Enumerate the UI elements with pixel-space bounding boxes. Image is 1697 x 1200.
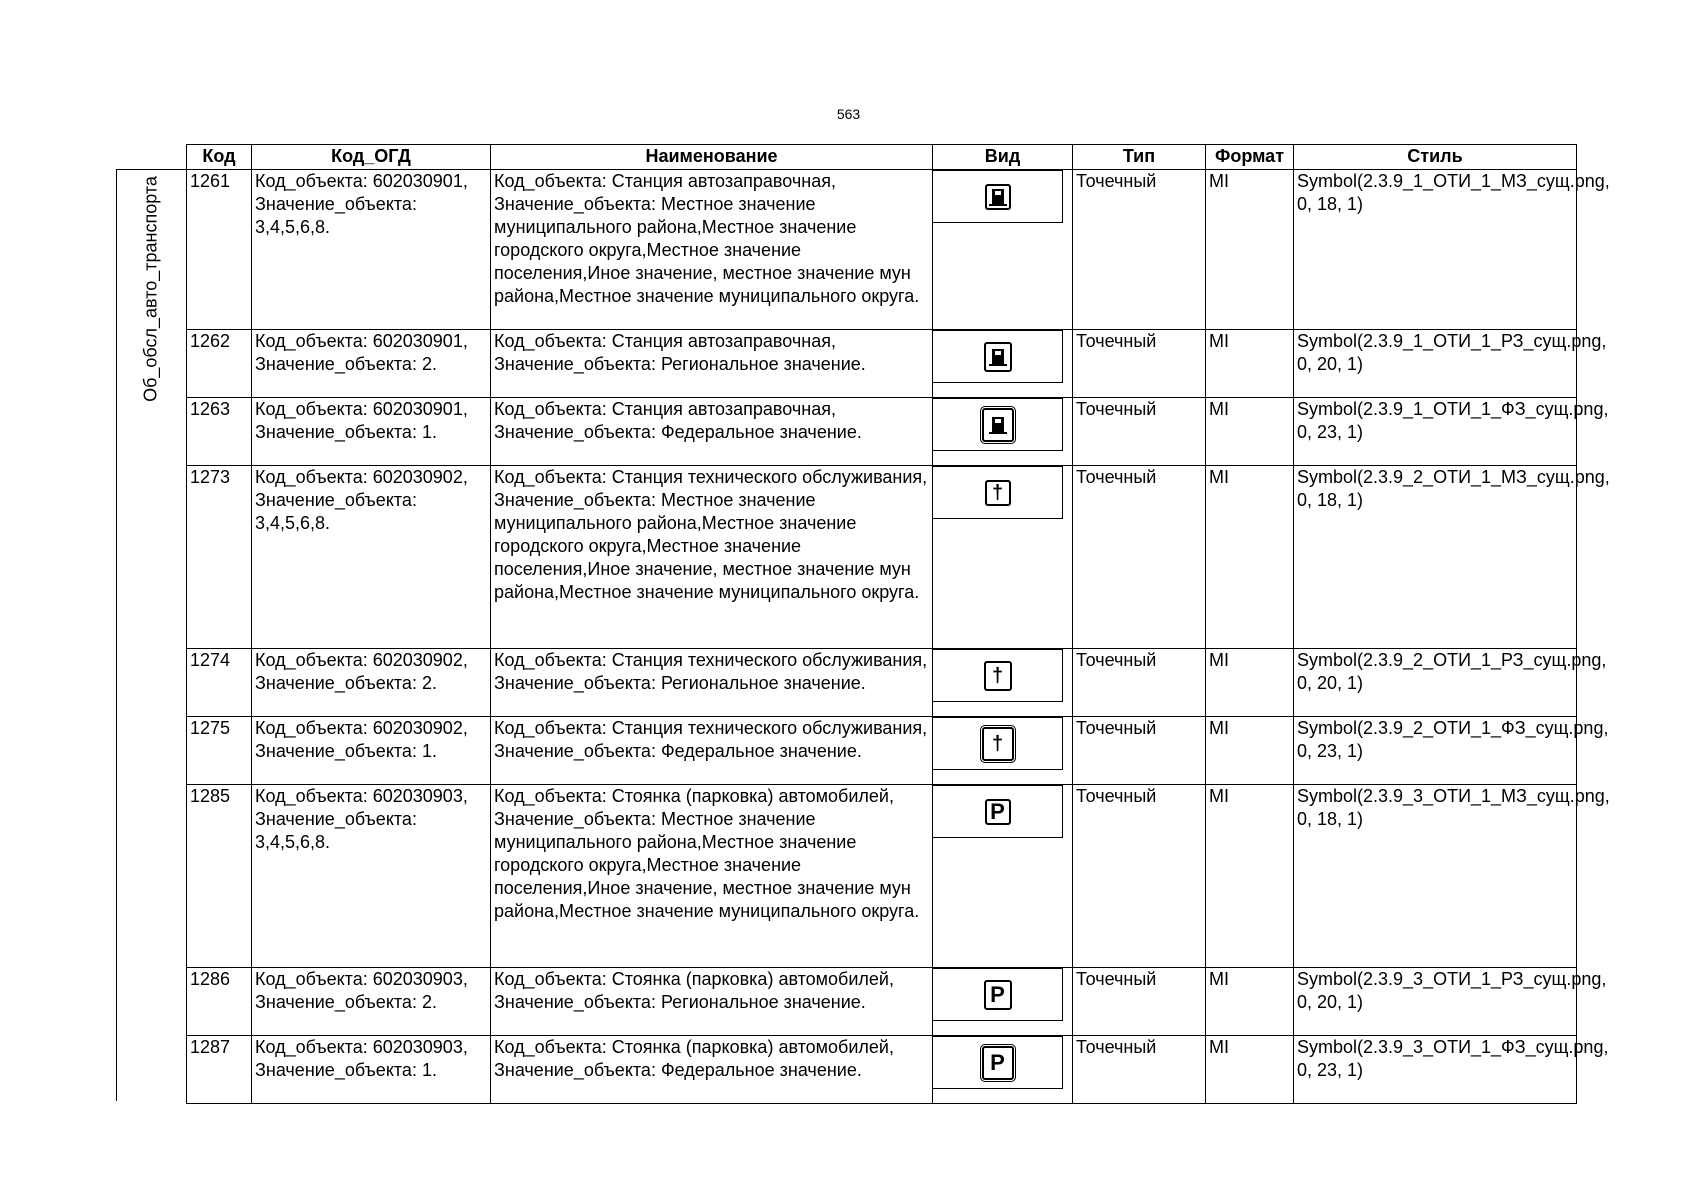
cell-name — [491, 330, 933, 398]
cell-code-text: 1263 — [190, 399, 231, 419]
cell-view — [933, 968, 1073, 1036]
cell-ogd — [252, 717, 491, 785]
page-number: 563 — [836, 106, 861, 122]
cell-code-text: 1275 — [190, 718, 231, 738]
column-header-type: Тип — [1073, 145, 1206, 170]
cell-ogd-text: Код_объекта: 602030903, Значение_объекта: 1. — [255, 1037, 468, 1080]
cell-style — [1294, 398, 1609, 466]
cell-type — [1073, 649, 1206, 717]
cell-name-text: Код_объекта: Стоянка (парковка) автомобилей, Значение_объекта: Региональное значение. — [494, 969, 894, 1012]
cell-style-text: Symbol(2.3.9_2_ОТИ_1_РЗ_сущ.png, 0, 20, 1) — [1297, 650, 1607, 693]
cell-format — [1206, 398, 1294, 466]
cell-code — [187, 968, 252, 1036]
table-row — [187, 785, 1577, 968]
symbol-frame — [933, 170, 1063, 223]
cell-code — [187, 330, 252, 398]
cell-name — [491, 717, 933, 785]
symbol-frame — [933, 649, 1063, 702]
table-row — [187, 466, 1577, 649]
cell-format — [1206, 968, 1294, 1036]
cell-ogd-text: Код_объекта: 602030901, Значение_объекта: 1. — [255, 399, 468, 442]
symbol-frame — [933, 466, 1063, 519]
cell-ogd — [252, 968, 491, 1036]
table-row — [187, 1036, 1577, 1104]
cell-name-text: Код_объекта: Стоянка (парковка) автомобилей, Значение_объекта: Федеральное значение. — [494, 1037, 894, 1080]
cell-code-text: 1285 — [190, 786, 231, 806]
cell-style — [1294, 466, 1610, 649]
cell-name-text: Код_объекта: Стоянка (парковка) автомобилей, Значение_объекта: Местное значение муниципального района,Местное значение городского округа,Местное значение поселения,Иное значение, местное значение мун района,Местное значение муниципального округа. — [494, 786, 920, 921]
table-row — [187, 649, 1577, 717]
cell-style-text: Symbol(2.3.9_1_ОТИ_1_РЗ_сущ.png, 0, 20, 1) — [1297, 331, 1607, 374]
cell-view — [933, 649, 1073, 717]
cell-format — [1206, 717, 1294, 785]
cell-ogd — [252, 170, 491, 330]
cell-name-text: Код_объекта: Станция автозаправочная, Значение_объекта: Местное значение муниципального района,Местное значение городского округа,Местное значение поселения,Иное значение, местное значение мун района,Местное значение муниципального округа. — [494, 171, 920, 306]
cell-type — [1073, 717, 1206, 785]
column-header-format: Формат — [1206, 145, 1294, 170]
cell-type-text: Точечный — [1076, 786, 1157, 806]
cell-view — [933, 1036, 1073, 1104]
cell-type-text: Точечный — [1076, 467, 1157, 487]
cell-ogd — [252, 1036, 491, 1104]
cell-code — [187, 649, 252, 717]
cell-style — [1294, 649, 1607, 717]
cell-style-text: Symbol(2.3.9_3_ОТИ_1_ФЗ_сущ.png, 0, 23, 1) — [1297, 1037, 1609, 1080]
cell-style-text: Symbol(2.3.9_1_ОТИ_1_МЗ_сущ.png, 0, 18, 1) — [1297, 171, 1610, 214]
cell-ogd — [252, 785, 491, 968]
cell-type — [1073, 466, 1206, 649]
cell-type — [1073, 170, 1206, 330]
cell-format-text: MI — [1209, 650, 1229, 670]
cell-name — [491, 785, 933, 968]
cell-format-text: MI — [1209, 1037, 1229, 1057]
cell-format-text: MI — [1209, 171, 1229, 191]
cell-format — [1206, 785, 1294, 968]
cell-code — [187, 466, 252, 649]
cell-ogd-text: Код_объекта: 602030903, Значение_объекта: 3,4,5,6,8. — [255, 786, 468, 852]
cell-name-text: Код_объекта: Станция технического обслуживания, Значение_объекта: Федеральное значение. — [494, 718, 928, 761]
cell-view — [933, 466, 1073, 649]
cell-code — [187, 1036, 252, 1104]
fuel-station-icon — [984, 342, 1012, 372]
table-row — [187, 330, 1577, 398]
service-station-icon: † — [985, 480, 1011, 506]
cell-ogd — [252, 466, 491, 649]
cell-ogd-text: Код_объекта: 602030903, Значение_объекта: 2. — [255, 969, 468, 1012]
symbol-frame — [933, 717, 1063, 770]
cell-view — [933, 785, 1073, 968]
cell-code-text: 1274 — [190, 650, 231, 670]
cell-name — [491, 649, 933, 717]
cell-type-text: Точечный — [1076, 1037, 1157, 1057]
cell-name-text: Код_объекта: Станция технического обслуживания, Значение_объекта: Региональное значение. — [494, 650, 928, 693]
table-row — [187, 717, 1577, 785]
cell-code-text: 1273 — [190, 467, 231, 487]
cell-view — [933, 398, 1073, 466]
cell-code — [187, 398, 252, 466]
cell-ogd — [252, 330, 491, 398]
cell-type-text: Точечный — [1076, 171, 1157, 191]
table-row — [187, 968, 1577, 1036]
cell-style-text: Symbol(2.3.9_3_ОТИ_1_МЗ_сущ.png, 0, 18, 1) — [1297, 786, 1610, 829]
cell-name — [491, 968, 933, 1036]
cell-ogd-text: Код_объекта: 602030902, Значение_объекта: 3,4,5,6,8. — [255, 467, 468, 533]
cell-name-text: Код_объекта: Станция автозаправочная, Значение_объекта: Региональное значение. — [494, 331, 866, 374]
table-row — [187, 170, 1577, 330]
cell-name-text: Код_объекта: Станция автозаправочная, Значение_объекта: Федеральное значение. — [494, 399, 862, 442]
fuel-station-icon — [982, 408, 1014, 442]
cell-format-text: MI — [1209, 969, 1229, 989]
cell-name — [491, 170, 933, 330]
cell-view — [933, 170, 1073, 330]
column-header-code: Код — [187, 145, 252, 170]
cell-style — [1294, 785, 1610, 968]
cell-ogd-text: Код_объекта: 602030902, Значение_объекта: 1. — [255, 718, 468, 761]
cell-type-text: Точечный — [1076, 718, 1157, 738]
cell-format — [1206, 170, 1294, 330]
cell-style — [1294, 968, 1607, 1036]
cell-type — [1073, 968, 1206, 1036]
section-label — [117, 169, 185, 409]
symbol-frame — [933, 1036, 1063, 1089]
cell-style — [1294, 170, 1610, 330]
cell-format — [1206, 466, 1294, 649]
cell-code-text: 1261 — [190, 171, 231, 191]
service-station-icon: † — [982, 727, 1014, 761]
cell-format-text: MI — [1209, 786, 1229, 806]
cell-name — [491, 398, 933, 466]
fuel-station-icon — [985, 184, 1011, 210]
cell-style-text: Symbol(2.3.9_2_ОТИ_1_ФЗ_сущ.png, 0, 23, 1) — [1297, 718, 1609, 761]
cell-code — [187, 785, 252, 968]
cell-name — [491, 466, 933, 649]
cell-format — [1206, 649, 1294, 717]
symbol-frame — [933, 785, 1063, 838]
cell-format-text: MI — [1209, 399, 1229, 419]
cell-code-text: 1286 — [190, 969, 231, 989]
cell-format-text: MI — [1209, 331, 1229, 351]
cell-type-text: Точечный — [1076, 650, 1157, 670]
cell-ogd — [252, 398, 491, 466]
table-header-row — [187, 145, 1577, 170]
cell-name — [491, 1036, 933, 1104]
cell-name-text: Код_объекта: Станция технического обслуживания, Значение_объекта: Местное значение муниципального района,Местное значение городского округа,Местное значение поселения,Иное значение, местное значение мун района,Местное значение муниципального округа. — [494, 467, 928, 602]
cell-style — [1294, 1036, 1609, 1104]
cell-format — [1206, 330, 1294, 398]
cell-type-text: Точечный — [1076, 331, 1157, 351]
symbol-frame — [933, 398, 1063, 451]
cell-style-text: Symbol(2.3.9_1_ОТИ_1_ФЗ_сущ.png, 0, 23, 1) — [1297, 399, 1609, 442]
cell-style-text: Symbol(2.3.9_3_ОТИ_1_РЗ_сущ.png, 0, 20, 1) — [1297, 969, 1607, 1012]
cell-format-text: MI — [1209, 718, 1229, 738]
column-header-ogd: Код_ОГД — [252, 145, 491, 170]
section-label-text: Об_обсл_авто_транспорта — [140, 176, 161, 402]
cell-ogd-text: Код_объекта: 602030901, Значение_объекта: 3,4,5,6,8. — [255, 171, 468, 237]
symbols-table — [186, 144, 1610, 1104]
symbol-frame — [933, 330, 1063, 383]
cell-ogd-text: Код_объекта: 602030901, Значение_объекта: 2. — [255, 331, 468, 374]
cell-style — [1294, 717, 1609, 785]
cell-code-text: 1262 — [190, 331, 231, 351]
cell-type — [1073, 330, 1206, 398]
table-body — [187, 170, 1610, 1104]
cell-format — [1206, 1036, 1294, 1104]
cell-format-text: MI — [1209, 467, 1229, 487]
cell-type-text: Точечный — [1076, 399, 1157, 419]
cell-type-text: Точечный — [1076, 969, 1157, 989]
parking-icon: P — [985, 799, 1011, 825]
cell-code — [187, 717, 252, 785]
cell-view — [933, 717, 1073, 785]
cell-style — [1294, 330, 1607, 398]
parking-icon: P — [982, 1046, 1014, 1080]
cell-type — [1073, 1036, 1206, 1104]
cell-code-text: 1287 — [190, 1037, 231, 1057]
cell-type — [1073, 785, 1206, 968]
cell-ogd — [252, 649, 491, 717]
cell-ogd-text: Код_объекта: 602030902, Значение_объекта: 2. — [255, 650, 468, 693]
symbol-frame — [933, 968, 1063, 1021]
column-header-style: Стиль — [1294, 145, 1577, 170]
column-header-view: Вид — [933, 145, 1073, 170]
parking-icon: P — [984, 980, 1012, 1010]
table-row — [187, 398, 1577, 466]
service-station-icon: † — [984, 661, 1012, 691]
cell-code — [187, 170, 252, 330]
column-header-name: Наименование — [491, 145, 933, 170]
cell-type — [1073, 398, 1206, 466]
cell-style-text: Symbol(2.3.9_2_ОТИ_1_МЗ_сущ.png, 0, 18, 1) — [1297, 467, 1610, 510]
cell-view — [933, 330, 1073, 398]
